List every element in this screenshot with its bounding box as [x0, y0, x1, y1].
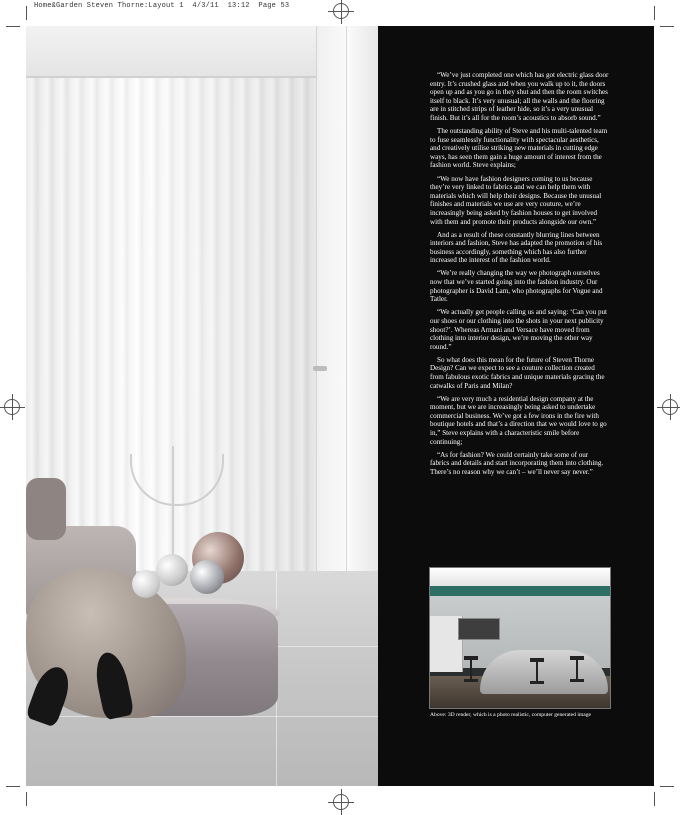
crop-mark-bottom-left-h — [6, 786, 20, 787]
registration-mark-right — [662, 399, 678, 415]
kitchen-render-image — [429, 567, 611, 709]
sofa-cushion — [26, 478, 66, 540]
registration-mark-left — [4, 399, 20, 415]
print-slug: Home&Garden Steven Thorne:Layout 1 4/3/11 13:12 Page 53 — [34, 2, 290, 10]
article-paragraph: “We now have fashion designers coming to us because they’re very linked to fabrics and we can help them with materials which will help their designs. Because the unusual finishes and materials we use are very couture, we’re increasingly being asked by fashion houses to get involved with them and promote their products alongside our own.” — [430, 174, 602, 226]
article-body — [430, 71, 609, 481]
glass-sphere — [156, 554, 188, 586]
glass-sphere — [190, 560, 224, 594]
crop-mark-bottom-right-v — [654, 792, 655, 806]
white-wardrobe — [316, 26, 378, 606]
article-paragraph: “We actually get people calling us and saying: ‘Can you put our shoes or our clothing into the shots in your next publicity shoot?’. Whereas Armani and Versace have moved from clothing into interior design, we’re moving the other way round.” — [430, 308, 608, 351]
article-paragraph: “We are very much a residential design company at the moment, but we are increasingly being asked to undertake commercial business. We’ve got a few irons in the fire with boutique hotels and that’s a direction that we would love to go in,” Steve explains with a characteristic smile before continuing; — [430, 394, 607, 446]
floor-tile-joint — [26, 716, 378, 717]
article-paragraph: “As for fashion? We could certainly take some of our fabrics and details and start incorporating them into clothing. There’s no reason why we can’t – we’ll never say never.” — [430, 450, 604, 476]
crop-mark-bottom-right-h — [660, 786, 674, 787]
article-paragraph: So what does this mean for the future of Steven Thorne Design? Can we expect to see a couture collection created from fabulous exotic fabrics and unique materials gracing the catwalks of Paris and Milan? — [430, 355, 605, 390]
crop-mark-bottom-left-v — [26, 792, 27, 806]
crop-mark-top-left-v — [26, 6, 27, 20]
article-paragraph: The outstanding ability of Steve and his multi-talented team to fuse seamlessly functionality with spectacular aesthetics, and creatively utilise striking new materials in cutting edge ways, has seen them gain a huge amount of interest from the fashion world. Steve explains; — [430, 127, 608, 170]
wardrobe-seam — [346, 26, 347, 606]
crop-mark-top-right-h — [660, 26, 674, 27]
wardrobe-handle — [313, 366, 327, 371]
article-paragraph: “We’ve just completed one which has got electric glass door entry. It’s crushed glass and when you walk up to it, the doors open up and as you go in they shut and then the room switches itself to black. It’s very unusual; all the walls and the flooring are in stitched strips of leather hide, so it’s a very unusual finish. But it’s all for the room’s acoustics to absorb sound.” — [430, 71, 609, 122]
registration-mark-bottom — [333, 794, 349, 810]
render-bar-stool — [530, 658, 544, 684]
render-oven — [458, 618, 500, 640]
registration-mark-top — [333, 3, 349, 19]
image-caption: Above: 3D render, which is a photo realistic, computer generated image — [430, 712, 592, 718]
article-paragraph: And as a result of these constantly blurring lines between interiors and fashion, Steve has adapted the promotion of his business accordingly, something which has also further increased the interest of the fashion world. — [430, 230, 603, 265]
glass-sphere — [132, 570, 160, 598]
interior-photo — [26, 26, 378, 786]
render-bar-stool — [570, 656, 584, 682]
render-bar-stool — [464, 656, 478, 682]
crop-mark-top-right-v — [654, 6, 655, 20]
render-teal-band — [430, 586, 610, 596]
article-paragraph: “We’re really changing the way we photograph ourselves now that we’ve started going into the fashion industry. Our photographer is David Lam, who photographs for Vogue and Tatler. — [430, 269, 603, 304]
crop-mark-top-left-h — [6, 26, 20, 27]
render-island — [480, 650, 608, 694]
